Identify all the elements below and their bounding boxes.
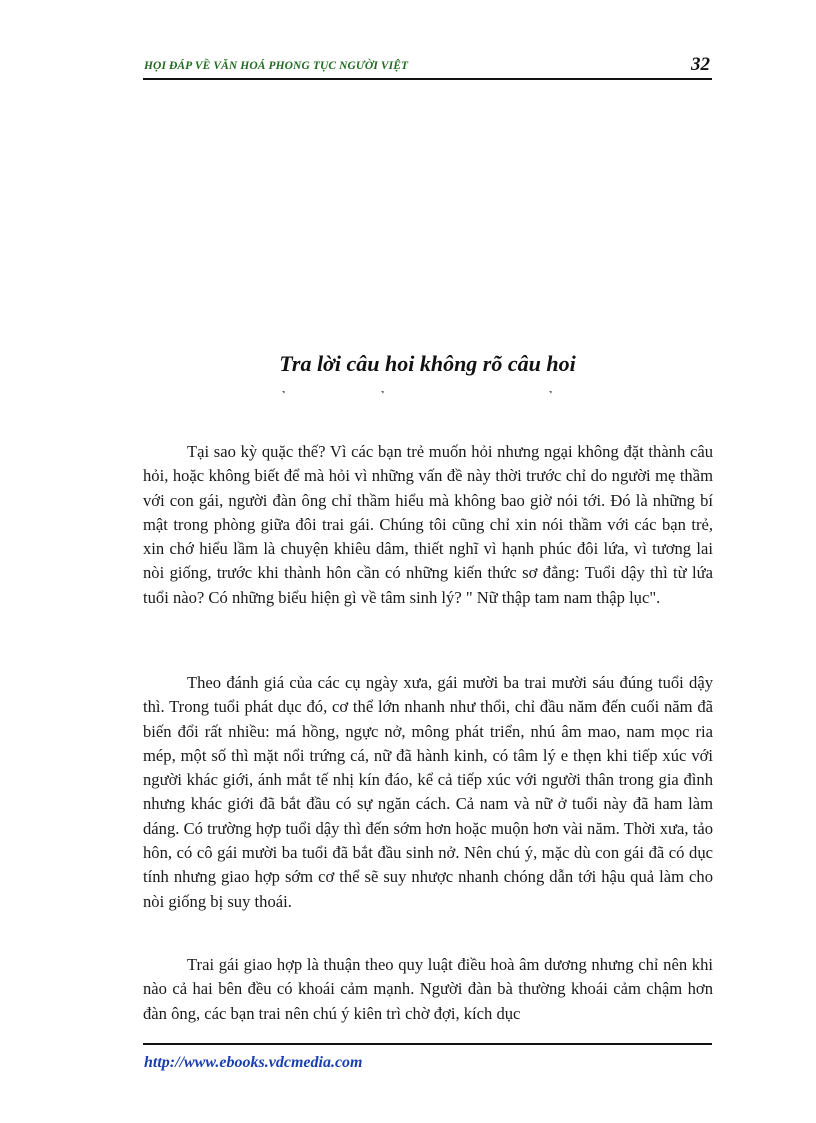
page-number: 32 — [691, 54, 710, 75]
book-title: HỌI ĐÁP VỀ VĂN HOÁ PHONG TỤC NGƯỜI VIỆT — [144, 60, 409, 72]
paragraph: Tại sao kỳ quặc thế? Vì các bạn trẻ muốn hỏi nhưng ngại không đặt thành câu hỏi, hoặc không biết để mà hỏi vì những vấn đề này thời trước chỉ do người mẹ thầm với con gái, người đàn ông chỉ thầm hiểu mà không bao giờ nói tới. Đó là những bí mật trong phòng giữa đôi trai gái. Chúng tôi cũng chỉ xin nói thầm với các bạn trẻ, xin chớ hiểu lầm là chuyện khiêu dâm, thiết nghĩ vì hạnh phúc đôi lứa, vì tương lai nòi giống, trước khi thành hôn cần có những kiến thức sơ đẳng: Tuổi dậy thì từ lứa tuổi nào? Có những biểu hiện gì về tâm sinh lý? " Nữ thập tam nam thập lục". — [143, 442, 713, 607]
page-footer — [143, 1043, 712, 1071]
paragraph: Theo đánh giá của các cụ ngày xưa, gái mười ba trai mười sáu đúng tuổi dậy thì. Trong tuổi phát dục đó, cơ thể lớn nhanh như thổi, chỉ đầu năm đến cuối năm đã biến đổi rất nhiều: má hồng, ngực nở, mông phát triển, nhú âm mao, nam mọc ria mép, một số thì mặt nổi trứng cá, nữ đã hành kinh, có tâm lý e thẹn khi tiếp xúc với người khác giới, ánh mắt tế nhị kín đáo, kể cả tiếp xúc với người thân trong gia đình nhưng khác giới đã bắt đầu có sự ngăn cách. Cả nam và nữ ở tuổi này đã ham làm dáng. Có trường hợp tuổi dậy thì đến sớm hơn hoặc muộn hơn vài năm. Thời xưa, tảo hôn, có cô gái mười ba tuổi đã bắt đầu sinh nở. Nên chú ý, mặc dù con gái đã có dục tính nhưng giao hợp sớm cơ thể sẽ suy nhược nhanh chóng dẫn tới hậu quả làm cho nòi giống bị suy thoái. — [143, 673, 713, 911]
ebook-website-link[interactable]: http://www.ebooks.vdcmedia.com — [144, 1054, 363, 1071]
title-accent-marks — [0, 392, 816, 404]
article-title: Tra lời câu hoi không rõ câu hoi — [279, 351, 576, 376]
paragraph: Trai gái giao hợp là thuận theo quy luật điều hoà âm dương nhưng chỉ nên khi nào cả hai bên đều có khoái cảm mạnh. Người đàn bà thường khoái cảm chậm hơn đàn ông, các bạn trai nên chú ý kiên trì chờ đợi, kích dục — [143, 955, 713, 1023]
page-header — [143, 54, 712, 80]
